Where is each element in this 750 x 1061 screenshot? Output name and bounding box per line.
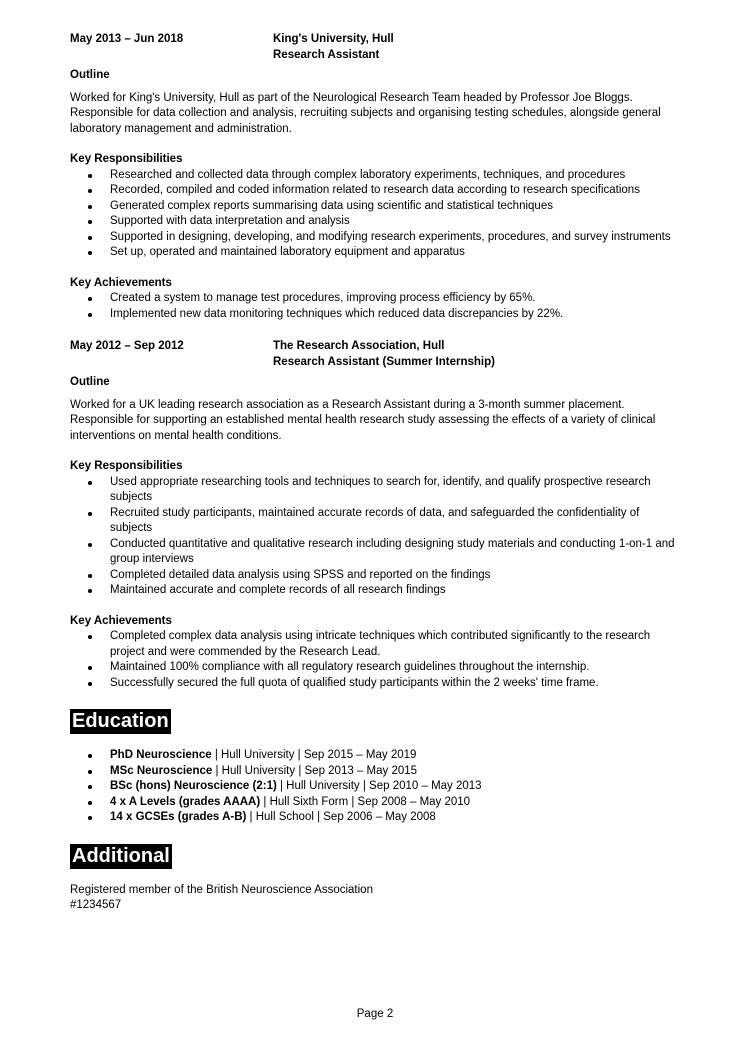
job-header [70, 339, 680, 370]
list-item: Recruited study participants, maintained accurate records of data, and safeguarded the confidentiality of subjects [70, 506, 680, 537]
responsibilities-list [70, 475, 680, 599]
list-item [70, 810, 680, 826]
job-header [70, 32, 680, 63]
degree-name: 4 x A Levels (grades AAAA) [110, 795, 261, 808]
outline-heading: Outline [70, 69, 110, 81]
membership-text: Registered member of the British Neuroscience Association [70, 883, 373, 896]
list-item: Implemented new data monitoring techniques which reduced data discrepancies by 22%. [70, 307, 680, 323]
degree-name: 14 x GCSEs (grades A-B) [110, 811, 247, 823]
degree-details: | Hull University | Sep 2010 – May 2013 [276, 780, 482, 792]
additional-heading: Additional [72, 844, 170, 867]
achievements-heading: Key Achievements [70, 276, 172, 289]
additional-section [70, 844, 680, 914]
list-item: Completed detailed data analysis using SPSS and reported on the findings [70, 568, 680, 584]
degree-name: MSc Neuroscience [110, 764, 213, 777]
list-item: Supported in designing, developing, and modifying research experiments, procedures, and survey instruments [70, 230, 680, 246]
job-outline: Worked for King's University, Hull as part of the Neurological Research Team headed by Professor Joe Bloggs. Responsible for data collection and analysis, recruiting subjects and organising testing schedules, alongside general laboratory management and administration. [70, 91, 661, 135]
list-item: Recorded, compiled and coded information related to research data according to research specifications [70, 183, 680, 199]
responsibilities-heading: Key Responsibilities [70, 460, 183, 472]
education-section [70, 709, 680, 826]
achievements-list [70, 629, 680, 691]
degree-details: | Hull University | Sep 2015 – May 2019 [211, 749, 417, 761]
list-item [70, 748, 680, 764]
list-item: Used appropriate researching tools and techniques to search for, identify, and qualify prospective research subjects [70, 475, 680, 506]
education-heading: Education [72, 710, 169, 732]
responsibilities-heading: Key Responsibilities [70, 153, 183, 165]
list-item: Supported with data interpretation and analysis [70, 214, 680, 230]
job-organisation: The Research Association, Hull [273, 340, 445, 352]
job-dates: May 2013 – Jun 2018 [70, 33, 184, 45]
job-dates: May 2012 – Sep 2012 [70, 340, 184, 352]
page-number: Page 2 [356, 1008, 394, 1020]
list-item: Maintained 100% compliance with all regulatory research guidelines throughout the internship. [70, 660, 680, 676]
list-item: Maintained accurate and complete records of all research findings [70, 583, 680, 599]
list-item [70, 779, 680, 795]
list-item [70, 764, 680, 780]
job-entry [70, 32, 680, 322]
list-item: Successfully secured the full quota of qualified study participants within the 2 weeks' time frame. [70, 676, 680, 692]
list-item: Set up, operated and maintained laboratory equipment and apparatus [70, 245, 680, 261]
job-entry [70, 339, 680, 691]
list-item: Completed complex data analysis using intricate techniques which contributed significantly to the research project and were commended by the Research Lead. [70, 629, 680, 660]
list-item: Conducted quantitative and qualitative research including designing study materials and conducting 1-on-1 and group interviews [70, 537, 680, 568]
degree-name: BSc (hons) Neuroscience (2:1) [110, 780, 277, 792]
degree-details: | Hull School | Sep 2006 – May 2008 [246, 811, 436, 823]
achievements-heading: Key Achievements [70, 614, 172, 627]
education-list [70, 748, 680, 826]
degree-name: PhD Neuroscience [110, 749, 212, 761]
resume-page [70, 32, 680, 914]
job-outline: Worked for a UK leading research association as a Research Assistant during a 3-month summer placement. Responsible for supporting an established mental health research study assessing the effects of a variety of clinical interventions on mental health conditions. [70, 398, 656, 442]
job-role: Research Assistant [273, 48, 380, 61]
degree-details: | Hull University | Sep 2013 – May 2015 [212, 764, 418, 777]
outline-heading: Outline [70, 376, 110, 388]
list-item: Generated complex reports summarising data using scientific and statistical techniques [70, 199, 680, 215]
list-item: Researched and collected data through complex laboratory experiments, techniques, and procedures [70, 168, 680, 184]
achievements-list [70, 291, 680, 322]
job-role: Research Assistant (Summer Internship) [273, 355, 495, 368]
job-organisation: King's University, Hull [273, 33, 394, 45]
degree-details: | Hull Sixth Form | Sep 2008 – May 2010 [260, 795, 471, 808]
responsibilities-list [70, 168, 680, 261]
list-item [70, 795, 680, 811]
membership-number: #1234567 [70, 899, 122, 911]
list-item: Created a system to manage test procedures, improving process efficiency by 65%. [70, 291, 680, 307]
